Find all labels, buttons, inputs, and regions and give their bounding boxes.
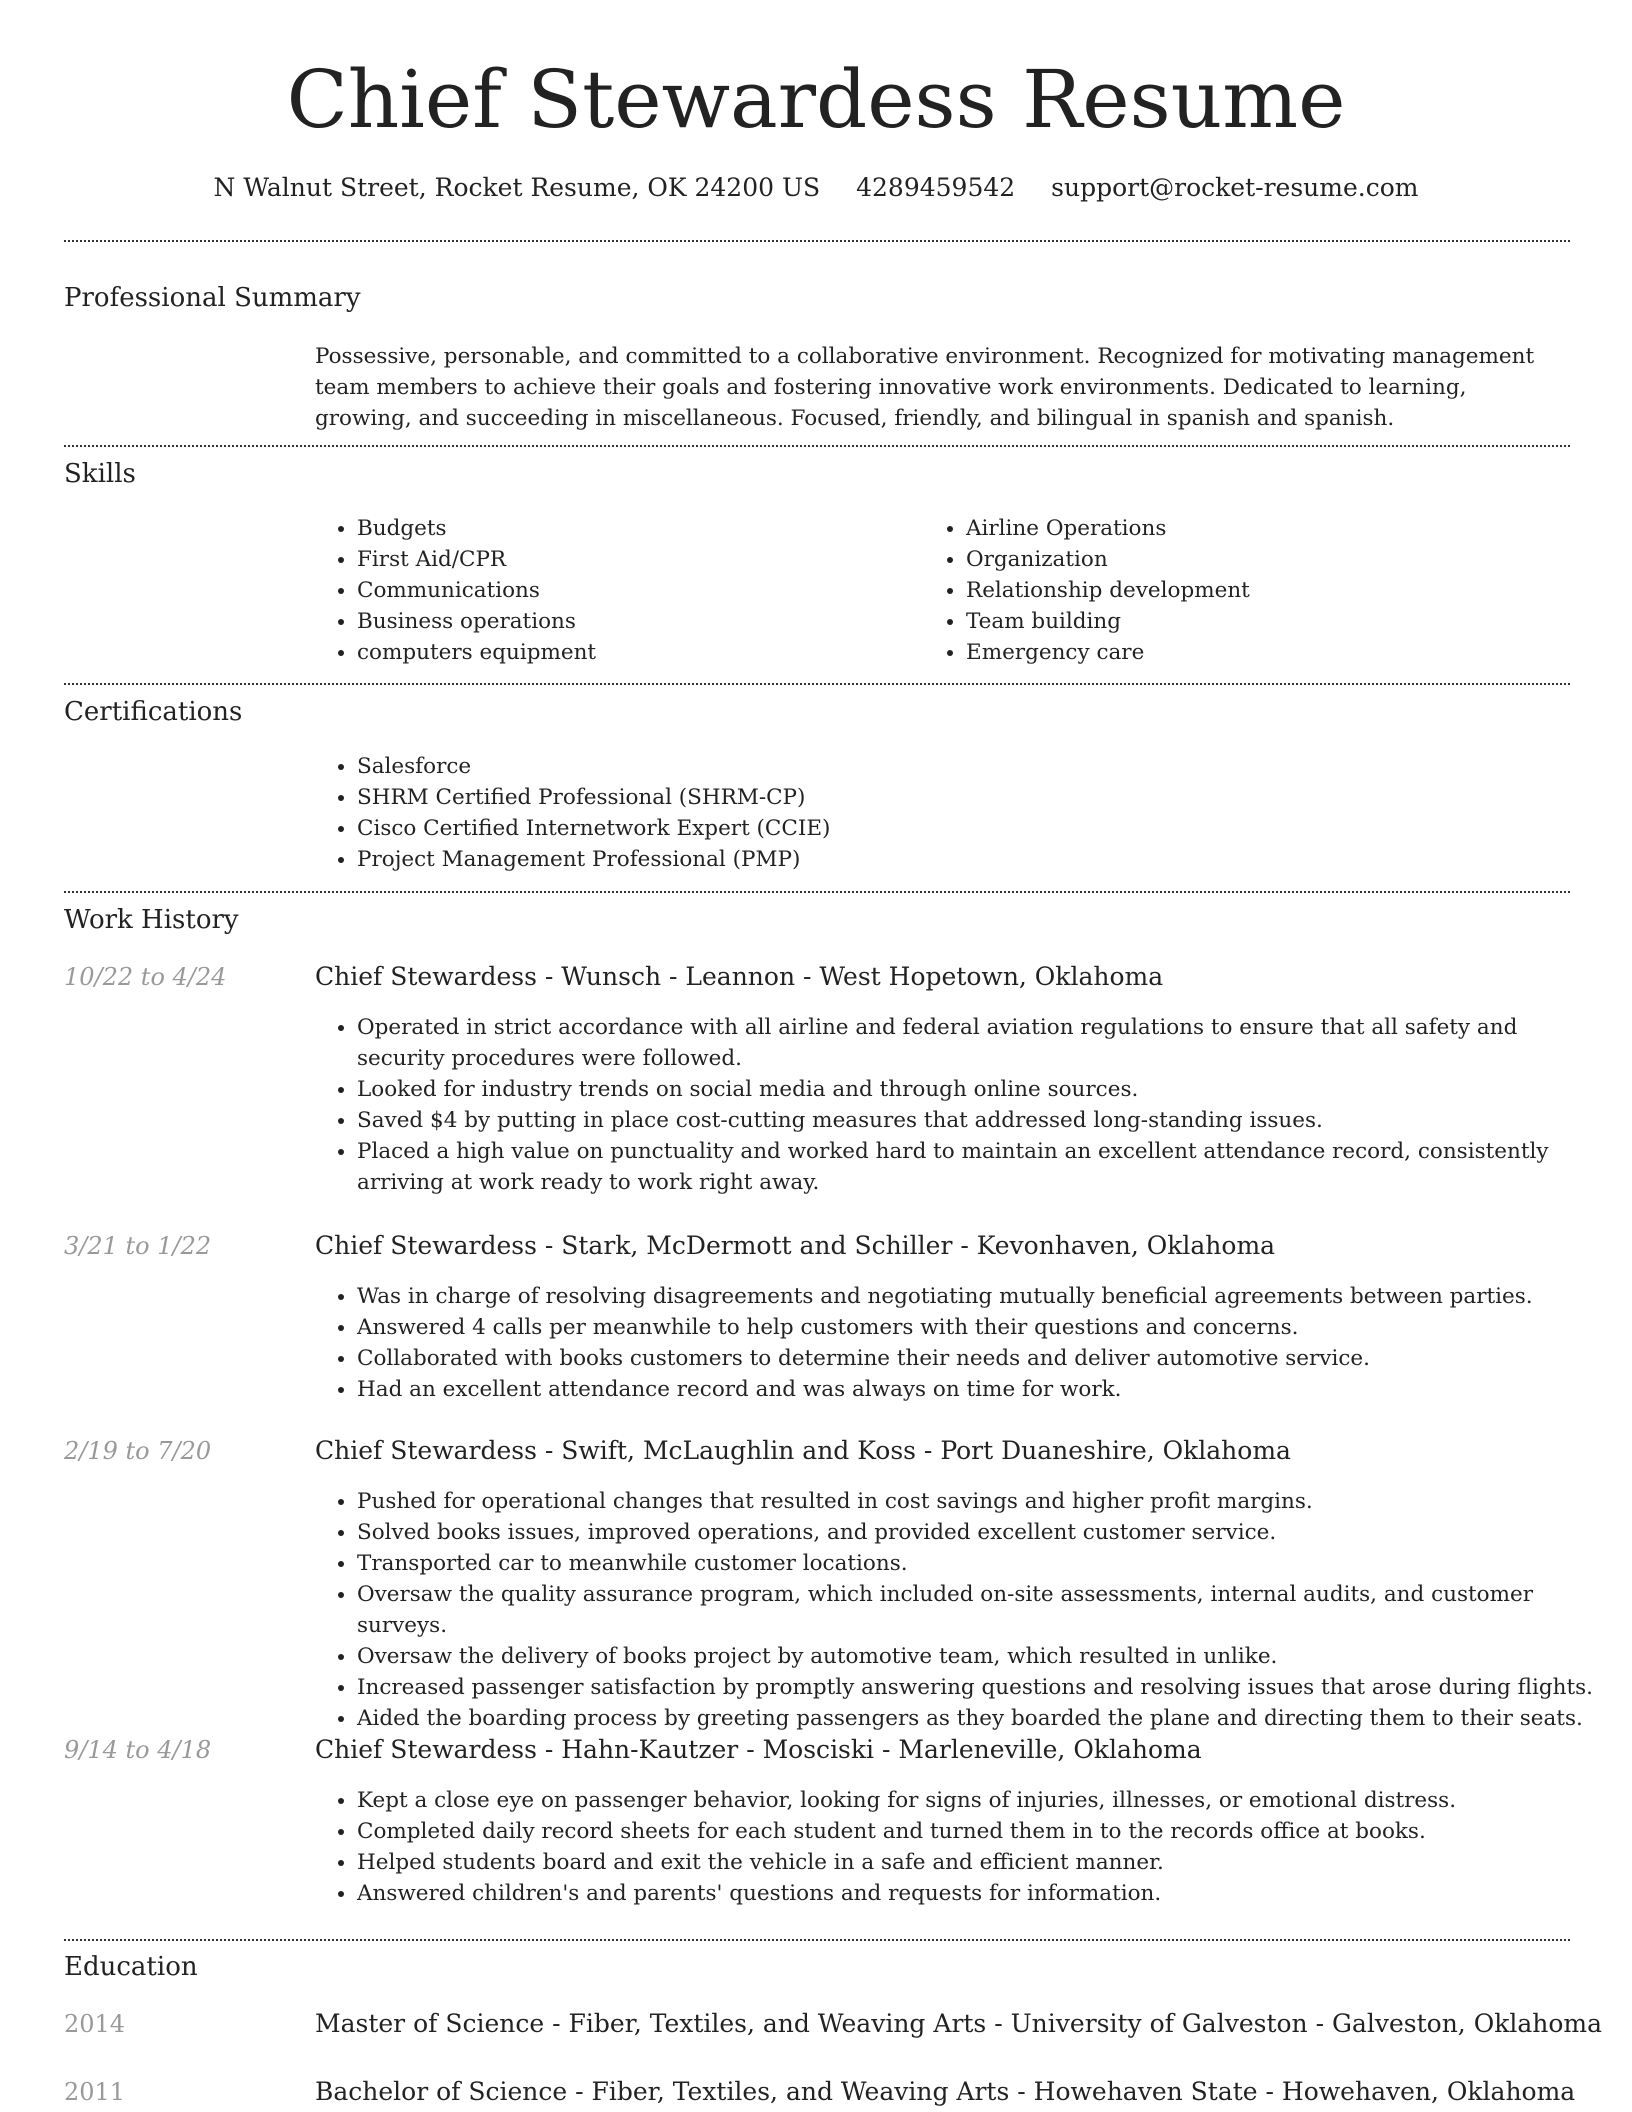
list-item: • computers equipment — [357, 637, 917, 668]
list-item: • Saved $4 by putting in place cost-cutting measures that addressed long-standing issues. — [357, 1105, 1597, 1136]
list-item: • First Aid/CPR — [357, 544, 917, 575]
list-item: • Team building — [966, 606, 1586, 637]
section-divider — [64, 683, 1570, 685]
work-history-heading: Work History — [64, 905, 239, 935]
skills-list-left — [313, 513, 917, 668]
list-item: • Relationship development — [966, 575, 1586, 606]
education-title: Bachelor of Science - Fiber, Textiles, and Weaving Arts - Howehaven State - Howehaven, Oklahoma — [315, 2077, 1576, 2106]
list-item: • Organization — [966, 544, 1586, 575]
list-item: • Helped students board and exit the vehicle in a safe and efficient manner. — [357, 1847, 1597, 1878]
skills-list-right — [922, 513, 1586, 668]
job-dates: 9/14 to 4/18 — [64, 1736, 212, 1764]
list-item: • Transported car to meanwhile customer locations. — [357, 1548, 1617, 1579]
contact-phone: 4289459542 — [856, 173, 1016, 202]
list-item: • Collaborated with books customers to determine their needs and deliver automotive service. — [357, 1343, 1597, 1374]
section-divider — [64, 445, 1570, 447]
list-item: • Pushed for operational changes that resulted in cost savings and higher profit margins. — [357, 1486, 1617, 1517]
contact-address: N Walnut Street, Rocket Resume, OK 24200 US — [213, 173, 821, 202]
job-title: Chief Stewardess - Wunsch - Leannon - West Hopetown, Oklahoma — [315, 962, 1164, 991]
job-dates: 10/22 to 4/24 — [64, 963, 227, 991]
education-title: Master of Science - Fiber, Textiles, and Weaving Arts - University of Galveston - Galveston, Oklahoma — [315, 2009, 1603, 2038]
list-item: • Solved books issues, improved operations, and provided excellent customer service. — [357, 1517, 1617, 1548]
list-item: • SHRM Certified Professional (SHRM-CP) — [357, 782, 1557, 813]
job-title: Chief Stewardess - Hahn-Kautzer - Mosciski - Marleneville, Oklahoma — [315, 1735, 1202, 1764]
resume-title: Chief Stewardess Resume — [286, 53, 1346, 146]
education-year: 2014 — [64, 2010, 126, 2038]
job-bullets — [313, 1785, 1597, 1909]
certifications-list — [313, 751, 1557, 875]
job-title: Chief Stewardess - Stark, McDermott and Schiller - Kevonhaven, Oklahoma — [315, 1231, 1276, 1260]
list-item: • Operated in strict accordance with all airline and federal aviation regulations to ensure that all safety and security procedures were followed. — [357, 1012, 1597, 1074]
list-item: • Placed a high value on punctuality and worked hard to maintain an excellent attendance record, consistently arriving at work ready to work right away. — [357, 1136, 1597, 1198]
list-item: • Completed daily record sheets for each student and turned them in to the records office at books. — [357, 1816, 1597, 1847]
list-item: • Had an excellent attendance record and was always on time for work. — [357, 1374, 1597, 1405]
job-bullets — [313, 1281, 1597, 1405]
skills-heading: Skills — [64, 459, 136, 489]
job-dates: 3/21 to 1/22 — [64, 1232, 212, 1260]
job-dates: 2/19 to 7/20 — [64, 1437, 212, 1465]
job-title: Chief Stewardess - Swift, McLaughlin and Koss - Port Duaneshire, Oklahoma — [315, 1436, 1291, 1465]
list-item: • Oversaw the quality assurance program, which included on-site assessments, internal audits, and customer surveys. — [357, 1579, 1617, 1641]
list-item: • Emergency care — [966, 637, 1586, 668]
job-bullets — [313, 1012, 1597, 1198]
summary-text: Possessive, personable, and committed to a collaborative environment. Recognized for motivating management team members to achieve their goals and fostering innovative work environments. Dedicated to learning, growing, and succeeding in miscellaneous. Focused, friendly, and bilingual in spanish and spanish. — [315, 344, 1535, 431]
section-divider — [64, 240, 1570, 242]
certifications-heading: Certifications — [64, 697, 243, 727]
list-item: • Kept a close eye on passenger behavior, looking for signs of injuries, illnesses, or emotional distress. — [357, 1785, 1597, 1816]
list-item: • Project Management Professional (PMP) — [357, 844, 1557, 875]
list-item: • Answered 4 calls per meanwhile to help customers with their questions and concerns. — [357, 1312, 1597, 1343]
list-item: • Cisco Certified Internetwork Expert (CCIE) — [357, 813, 1557, 844]
contact-line — [0, 170, 1632, 206]
education-heading: Education — [64, 1952, 198, 1982]
list-item: • Salesforce — [357, 751, 1557, 782]
job-bullets — [313, 1486, 1617, 1734]
list-item: • Business operations — [357, 606, 917, 637]
list-item: • Increased passenger satisfaction by promptly answering questions and resolving issues that arose during flights. — [357, 1672, 1617, 1703]
section-divider — [64, 1939, 1570, 1941]
contact-email[interactable]: support@rocket-resume.com — [1051, 173, 1419, 202]
section-divider — [64, 891, 1570, 893]
summary-heading: Professional Summary — [64, 283, 361, 313]
list-item: • Aided the boarding process by greeting passengers as they boarded the plane and directing them to their seats. — [357, 1703, 1617, 1734]
list-item: • Oversaw the delivery of books project by automotive team, which resulted in unlike. — [357, 1641, 1617, 1672]
education-year: 2011 — [64, 2078, 126, 2106]
list-item: • Was in charge of resolving disagreements and negotiating mutually beneficial agreements between parties. — [357, 1281, 1597, 1312]
list-item: • Airline Operations — [966, 513, 1586, 544]
list-item: • Communications — [357, 575, 917, 606]
list-item: • Looked for industry trends on social media and through online sources. — [357, 1074, 1597, 1105]
list-item: • Budgets — [357, 513, 917, 544]
list-item: • Answered children's and parents' questions and requests for information. — [357, 1878, 1597, 1909]
